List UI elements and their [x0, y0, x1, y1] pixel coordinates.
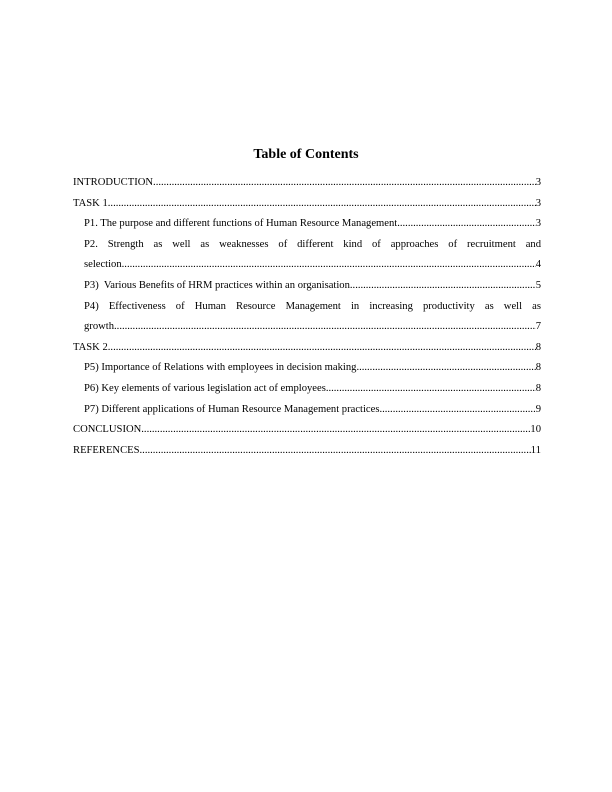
toc-entry-text: growth [84, 321, 115, 333]
toc-entry-text: P3) Various Benefits of HRM practices within an organisation [84, 279, 350, 291]
dot-leader [153, 173, 536, 194]
toc-entry-p6[interactable] [73, 379, 541, 400]
dot-leader [397, 214, 535, 235]
toc-entry-text: REFERENCES [73, 444, 140, 456]
toc-entry-task-1[interactable] [73, 194, 541, 215]
dot-leader [326, 379, 536, 400]
dot-leader [108, 338, 536, 359]
dot-leader [379, 400, 535, 421]
dot-leader [356, 358, 535, 379]
toc-page-number: 8 [535, 362, 541, 374]
toc-entry-references[interactable] [73, 441, 541, 462]
toc-entry-p2[interactable] [73, 235, 541, 276]
toc-page-number: 10 [530, 424, 541, 436]
toc-entry-p4[interactable] [73, 297, 541, 338]
dot-leader [350, 276, 536, 297]
toc-entry-text: P6) Key elements of various legislation act of employees [84, 382, 326, 394]
dot-leader [108, 194, 536, 215]
toc-page-number: 3 [535, 218, 541, 230]
toc-entry-text: CONCLUSION [73, 424, 142, 436]
toc-entry-p7[interactable] [73, 400, 541, 421]
toc-page-number: 8 [535, 341, 541, 353]
toc-entry-p3[interactable] [73, 276, 541, 297]
toc-title: Table of Contents [253, 147, 359, 162]
toc-entry-text-line-1: P4) Effectiveness of Human Resource Management in increasing productivity as well as [84, 300, 541, 312]
toc-page-number: 3 [535, 197, 541, 209]
toc-page-number: 7 [535, 321, 541, 333]
dot-leader [114, 317, 536, 338]
dot-leader [140, 441, 531, 462]
toc-entry-text-line-1: P2. Strength as well as weaknesses of different kind of approaches of recruitment and [84, 238, 541, 250]
toc-entry-text: P1. The purpose and different functions of Human Resource Management [84, 218, 398, 230]
toc-page-number: 9 [535, 403, 541, 415]
toc-entry-p5[interactable] [73, 358, 541, 379]
toc-entry-text: selection [84, 259, 122, 271]
dot-leader [122, 255, 536, 276]
toc-page-number: 4 [535, 259, 541, 271]
toc-page-number: 3 [535, 177, 541, 188]
toc-entry-text: P5) Importance of Relations with employees in decision making [84, 362, 357, 374]
toc-entry-task-2[interactable] [73, 338, 541, 359]
toc-entry-text: TASK 1 [73, 197, 108, 209]
toc-entry-text: P7) Different applications of Human Resource Management practices [84, 403, 380, 415]
toc-list [73, 173, 541, 461]
toc-entry-p1[interactable] [73, 214, 541, 235]
toc-entry-introduction[interactable] [73, 173, 541, 194]
toc-entry-conclusion[interactable] [73, 420, 541, 441]
toc-page-number: 8 [535, 382, 541, 394]
dot-leader [141, 420, 530, 441]
toc-page-number: 11 [530, 444, 541, 456]
toc-page-number: 5 [535, 279, 541, 291]
toc-entry-text: INTRODUCTION [73, 177, 154, 188]
toc-entry-text: TASK 2 [73, 341, 108, 353]
